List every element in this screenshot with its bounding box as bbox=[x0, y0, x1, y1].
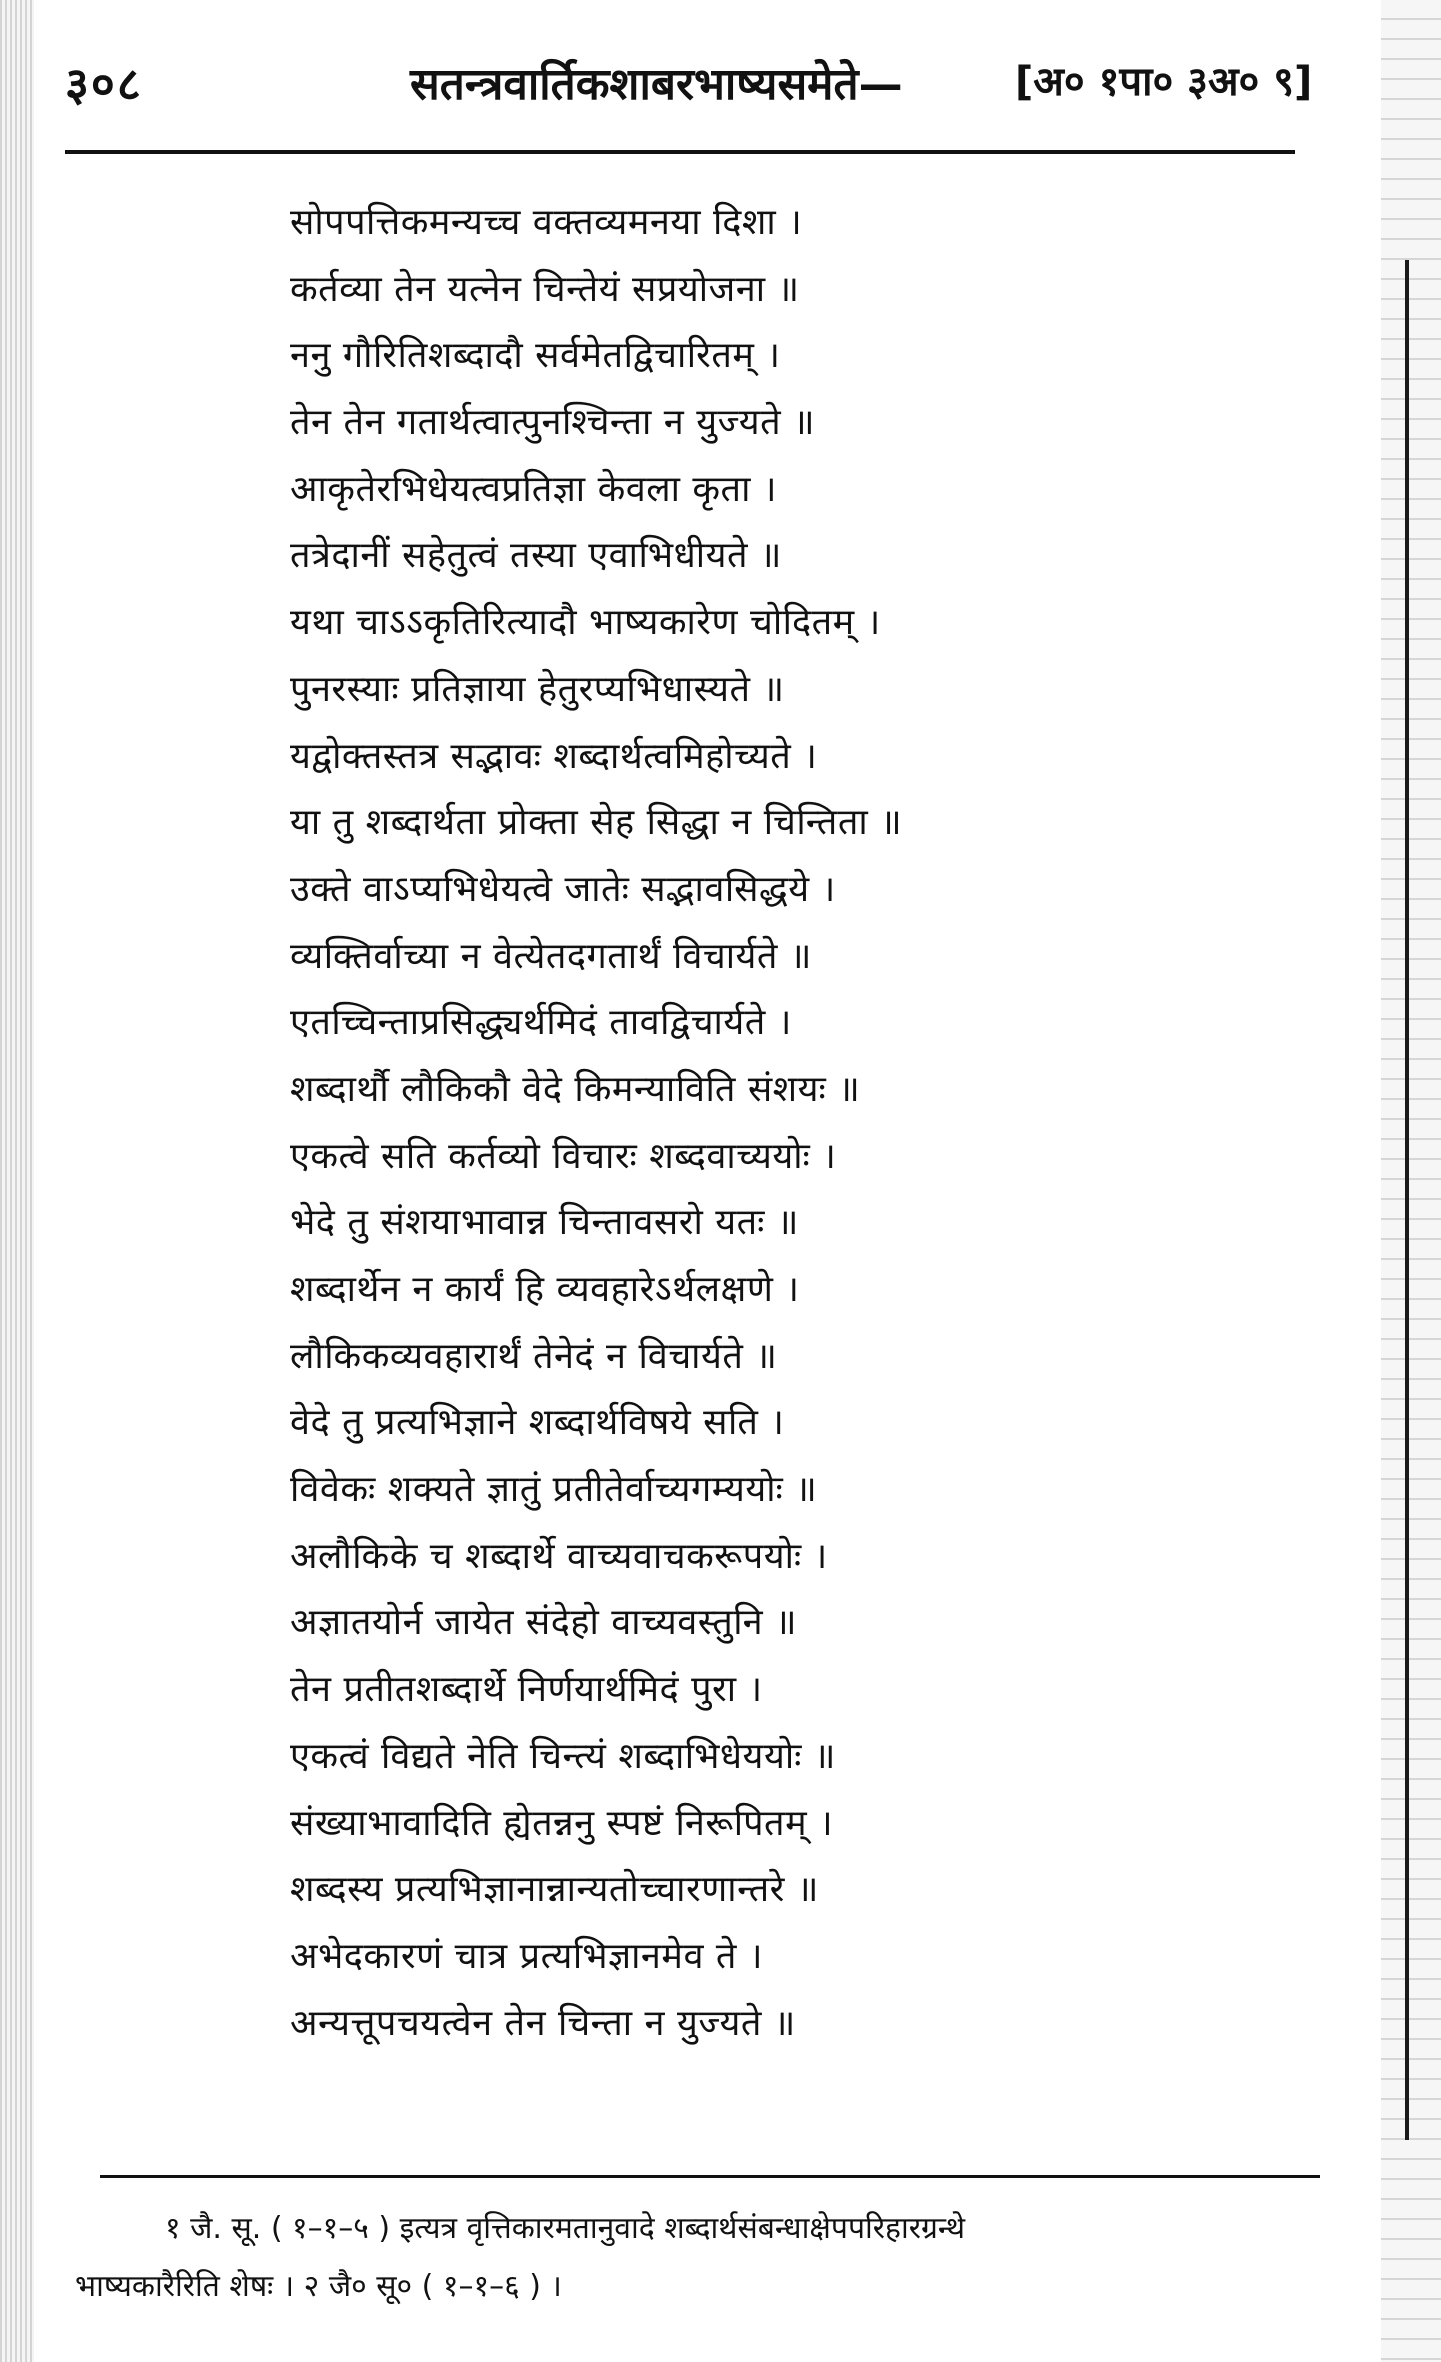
verse-block bbox=[290, 190, 1300, 2140]
footnotes bbox=[75, 2200, 1355, 2316]
verse-line: ननु गौरितिशब्दादौ सर्वमेतद्विचारितम् । bbox=[290, 335, 781, 377]
verse-line: तत्रेदानीं सहेतुत्वं तस्या एवाभिधीयते ॥ bbox=[290, 535, 782, 577]
verse-line: वेदे तु प्रत्यभिज्ञाने शब्दार्थविषये सति । bbox=[290, 1402, 785, 1444]
verse-line: अलौकिके च शब्दार्थे वाच्यवाचकरूपयोः । bbox=[290, 1535, 828, 1577]
verse-line: विवेकः शक्यते ज्ञातुं प्रतीतेर्वाच्यगम्ययोः ॥ bbox=[290, 1469, 818, 1511]
verse-line: या तु शब्दार्थता प्रोक्ता सेह सिद्धा न चिन्तिता ॥ bbox=[290, 802, 903, 844]
verse-line: भेदे तु संशयाभावान्न चिन्तावसरो यतः ॥ bbox=[290, 1202, 799, 1244]
scan-edge-right bbox=[1381, 0, 1441, 2362]
verse-line: शब्दस्य प्रत्यभिज्ञानान्नान्यतोच्चारणान्तरे ॥ bbox=[290, 1869, 819, 1911]
verse-line: आकृतेरभिधेयत्वप्रतिज्ञा केवला कृता । bbox=[290, 468, 777, 510]
header-rule bbox=[65, 150, 1295, 154]
right-margin-rule bbox=[1405, 260, 1409, 2140]
verse-line: शब्दार्थौ लौकिकौ वेदे किमन्याविति संशयः ॥ bbox=[290, 1068, 861, 1110]
footnote-line: भाष्यकारैरिति शेषः । २ जै० सू० ( १–१–६ ) । bbox=[75, 2269, 562, 2304]
verse-line: व्यक्तिर्वाच्या न वेत्येतदगतार्थं विचार्यते ॥ bbox=[290, 935, 812, 977]
running-title: सतन्त्रवार्तिकशाबरभाष्यसमेते— bbox=[410, 59, 903, 110]
verse-line: सोपपत्तिकमन्यच्च वक्तव्यमनया दिशा । bbox=[290, 202, 803, 243]
verse-line: शब्दार्थेन न कार्यं हि व्यवहारेऽर्थलक्षणे । bbox=[290, 1269, 800, 1310]
verse-line: अज्ञातयोर्न जायेत संदेहो वाच्यवस्तुनि ॥ bbox=[290, 1602, 798, 1644]
verse-line: कर्तव्या तेन यत्नेन चिन्तेयं सप्रयोजना ॥ bbox=[290, 268, 800, 310]
verse-line: अभेदकारणं चात्र प्रत्यभिज्ञानमेव ते । bbox=[290, 1935, 764, 1977]
footnote-rule bbox=[100, 2175, 1320, 2178]
verse-line: एकत्वं विद्यते नेति चिन्त्यं शब्दाभिधेययोः ॥ bbox=[290, 1735, 836, 1777]
verse-line: पुनरस्याः प्रतिज्ञाया हेतुरप्यभिधास्यते ॥ bbox=[290, 668, 785, 710]
verse-line: यथा चाऽऽकृतिरित्यादौ भाष्यकारेण चोदितम् । bbox=[290, 602, 881, 644]
page-header bbox=[55, 40, 1355, 130]
verse-line: तेन प्रतीतशब्दार्थे निर्णयार्थमिदं पुरा । bbox=[290, 1669, 763, 1711]
verse-line: उक्ते वाऽप्यभिधेयत्वे जातेः सद्भावसिद्धये । bbox=[290, 868, 836, 910]
verse-line: तेन तेन गतार्थत्वात्पुनश्चिन्ता न युज्यते ॥ bbox=[290, 402, 816, 444]
verse-line: लौकिकव्यवहारार्थं तेनेदं न विचार्यते ॥ bbox=[290, 1335, 778, 1377]
verse-line: एतच्चिन्ताप्रसिद्ध्यर्थमिदं तावद्विचार्यते । bbox=[290, 1002, 792, 1044]
verse-line: एकत्वे सति कर्तव्यो विचारः शब्दवाच्ययोः । bbox=[290, 1135, 837, 1177]
verse-line: संख्याभावादिति ह्येतन्ननु स्पष्टं निरूपितम् । bbox=[290, 1802, 834, 1844]
section-reference: [अ० १पा० ३अ० ९] bbox=[1015, 59, 1313, 105]
footnote-line: १ जै. सू. ( १–१–५ ) इत्यत्र वृत्तिकारमतानुवादे शब्दार्थसंबन्धाक्षेपपरिहारग्रन्थे bbox=[165, 2211, 966, 2246]
verse-line: यद्वोक्तस्तत्र सद्भावः शब्दार्थत्वमिहोच्यते । bbox=[290, 735, 818, 777]
page-number: ३०८ bbox=[65, 57, 143, 111]
verse-line: अन्यत्तूपचयत्वेन तेन चिन्ता न युज्यते ॥ bbox=[290, 2002, 796, 2044]
scan-edge-left bbox=[0, 0, 34, 2362]
